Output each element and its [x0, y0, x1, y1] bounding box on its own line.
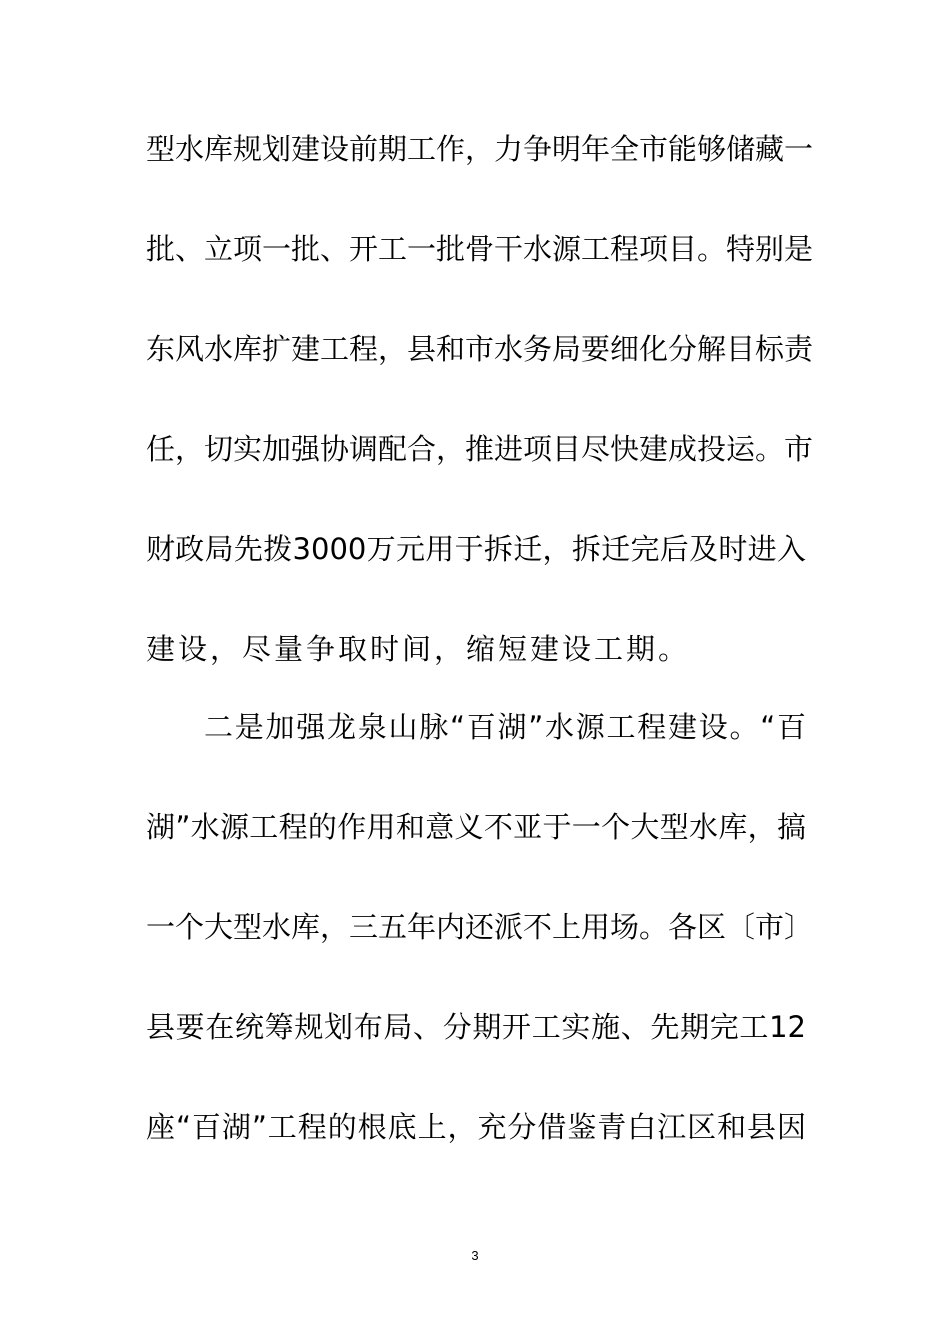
paragraph-line: 座“百湖”工程的根底上，充分借鉴青白江区和县因 [146, 1110, 806, 1144]
paragraph-line: 湖”水源工程的作用和意义不亚于一个大型水库，搞 [146, 810, 806, 844]
paragraph-line: 县要在统筹规划布局、分期开工实施、先期完工12 [146, 1010, 806, 1044]
paragraph-line: 任，切实加强协调配合，推进项目尽快建成投运。市 [146, 432, 814, 466]
paragraph-line: 型水库规划建设前期工作，力争明年全市能够储藏一 [146, 132, 814, 166]
paragraph-line: 建设，尽量争取时间，缩短建设工期。 [146, 632, 691, 666]
paragraph-line: 二是加强龙泉山脉“百湖”水源工程建设。“百 [204, 710, 806, 744]
paragraph-line: 财政局先拨3000万元用于拆迁，拆迁完后及时进入 [146, 532, 806, 566]
paragraph-line: 一个大型水库，三五年内还派不上用场。各区〔市〕 [146, 910, 814, 944]
page-number: 3 [471, 1248, 479, 1263]
paragraph-line: 东风水库扩建工程，县和市水务局要细化分解目标责 [146, 332, 814, 366]
paragraph-line: 批、立项一批、开工一批骨干水源工程项目。特别是 [146, 232, 814, 266]
